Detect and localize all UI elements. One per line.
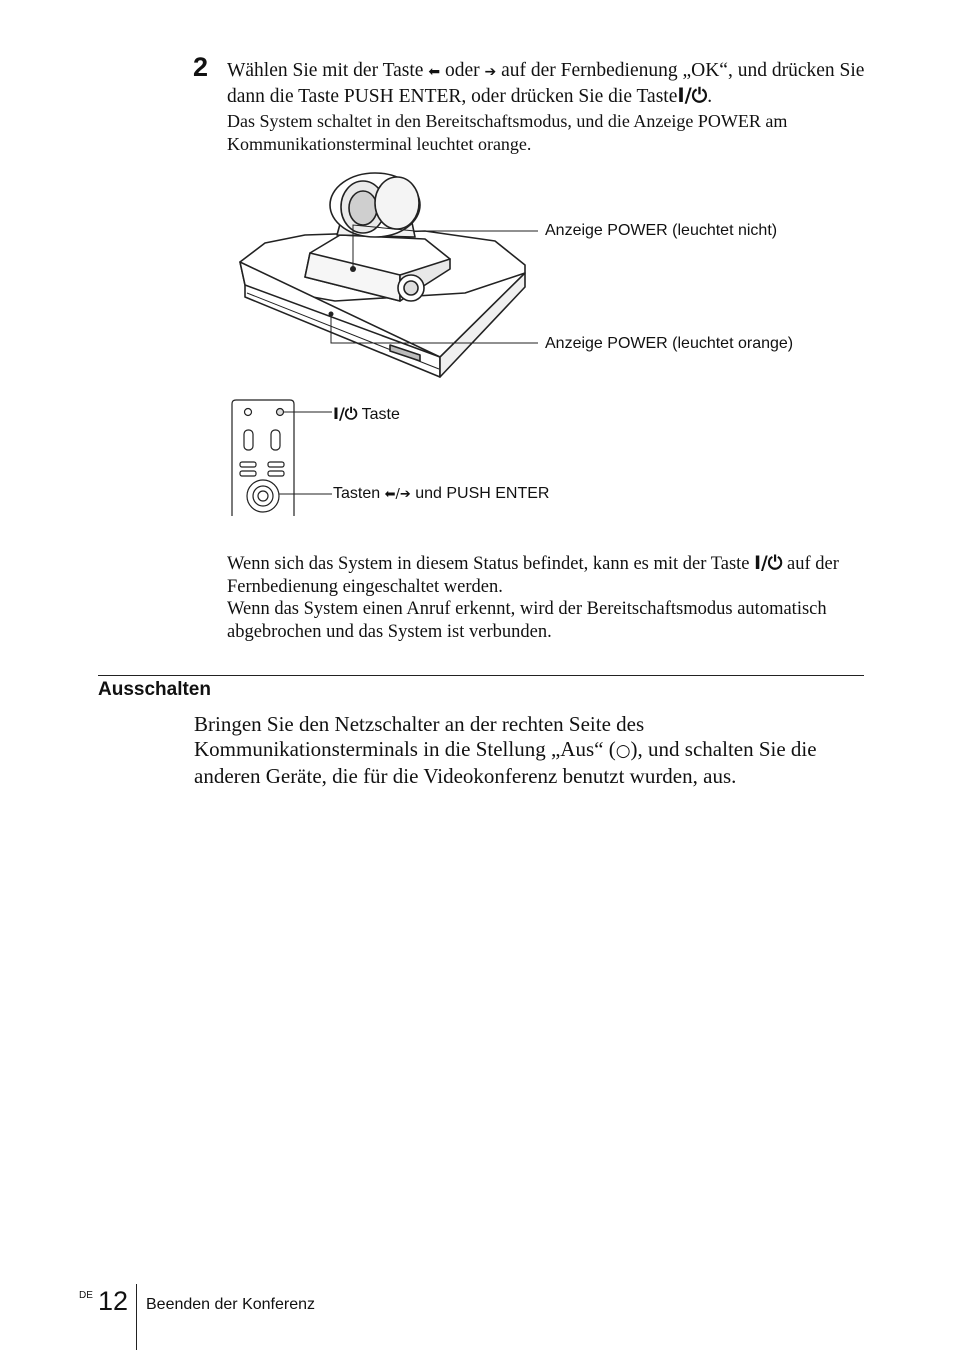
callout-power-orange: Anzeige POWER (leuchtet orange) xyxy=(545,335,794,352)
callout-arrows-suffix: und PUSH ENTER xyxy=(415,485,550,502)
arrow-right-icon: ➔ xyxy=(484,64,497,80)
step-instruction-text-1: Wählen Sie mit der Taste xyxy=(227,60,424,81)
section-title: Ausschalten xyxy=(98,679,211,700)
footer-divider xyxy=(136,1284,137,1350)
step-note: Das System schaltet in den Bereitschaftsmodus, und die Anzeige POWER am Kommunikationsterminal leuchtet orange. xyxy=(227,111,788,154)
standby-text-1: Wenn sich das System in diesem Status befindet, kann es mit der Taste xyxy=(227,554,750,574)
callout-arrows-prefix: Tasten xyxy=(333,485,381,502)
arrow-left-icon: ⬅ xyxy=(428,64,441,80)
call-paragraph: Wenn das System einen Anruf erkennt, wird der Bereitschaftsmodus automatisch abgebrochen und das System ist verbunden. xyxy=(227,599,827,642)
callout-power-off: Anzeige POWER (leuchtet nicht) xyxy=(545,222,778,239)
power-icon: I/⏻ xyxy=(677,84,708,107)
step-number: 2 xyxy=(193,52,209,82)
callout-arrow-buttons xyxy=(333,485,549,503)
callout-power-button xyxy=(333,404,400,424)
left-right-arrows-icon: ⬅/➔ xyxy=(384,487,411,502)
terminal-illustration xyxy=(225,165,555,390)
power-button-icon: I/⏻ xyxy=(333,404,358,423)
section-paragraph xyxy=(194,712,864,789)
chapter-title: Beenden der Konferenz xyxy=(146,1296,316,1313)
callout-power-button-label: Taste xyxy=(361,406,400,423)
step-instruction xyxy=(227,59,877,109)
step-instruction-end: . xyxy=(707,86,713,107)
power-icon: I/⏻ xyxy=(754,553,783,574)
section-text-2: ), und schalten Sie die anderen Geräte, die für die Videokonferenz benutzt wurden, aus. xyxy=(194,737,817,788)
standby-paragraph xyxy=(227,552,877,599)
section-text-1: Bringen Sie den Netzschalter an der rechten Seite des Kommunikationsterminals in die Stellung „Aus“ ( xyxy=(194,712,645,761)
standby-text-2: auf der Fernbedienung eingeschaltet werden. xyxy=(227,554,839,597)
step-instruction-text-3: auf der Fernbedienung „OK“, und drücken Sie dann die Taste PUSH ENTER, oder drücken Sie die Taste xyxy=(227,60,865,107)
off-position-icon: ○ xyxy=(615,741,631,761)
remote-control-illustration xyxy=(228,398,338,518)
page-number: 12 xyxy=(98,1286,129,1316)
section-divider xyxy=(98,675,864,676)
footer-language: DE xyxy=(79,1290,93,1301)
step-instruction-text-2: oder xyxy=(444,60,480,81)
